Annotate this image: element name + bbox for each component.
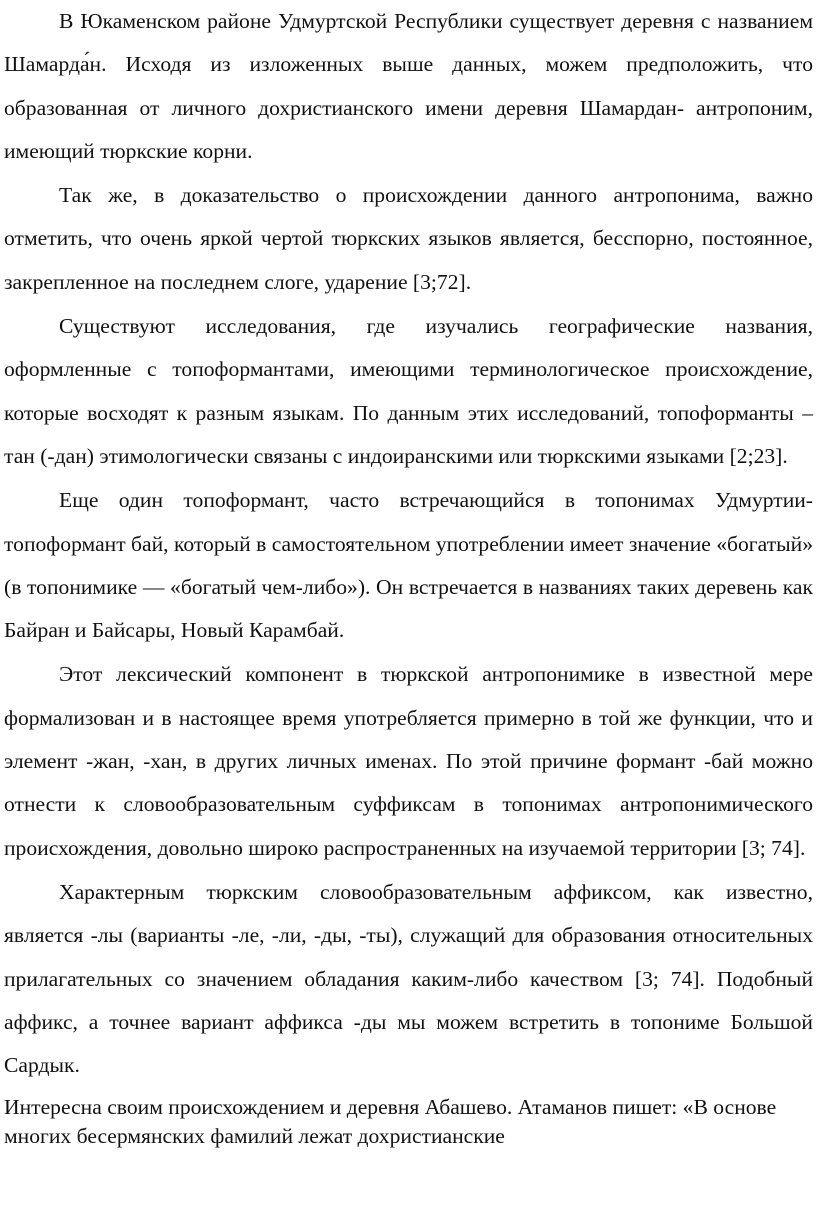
paragraph-shamardan: В Юкаменском районе Удмуртской Республики существует деревня с названием Шамарда́н. Исходя из изложенных выше данных, можем предположить, что образованная от личного дохристианского имени деревня Шамардан- антропоним, имеющий тюркские корни. — [4, 9, 813, 163]
paragraph-stress: Так же, в доказательство о происхождении данного антропонима, важно отметить, что очень яркой чертой тюркских языков является, бесспорно, постоянное, закрепленное на последнем слоге, ударение [3;72]. — [4, 183, 813, 294]
paragraph-lexical-component: Этот лексический компонент в тюркской антропонимике в известной мере формализован и в настоящее время употребляется примерно в той же функции, что и элемент -жан, -хан, в других личных именах. По этой причине формант -бай можно отнести к словообразовательным суффиксам в топонимах антропонимического происхождения, довольно широко распространенных на изучаемой территории [3; 74]. — [4, 662, 813, 860]
paragraph-toponym-research: Существуют исследования, где изучались географические названия, оформленные с топоформантами, имеющими терминологическое происхождение, которые восходят к разным языкам. По данным этих исследований, топоформанты –тан (-дан) этимологически связаны с индоиранскими или тюркскими языками [2;23]. — [4, 314, 813, 468]
paragraph-affix-ly: Характерным тюркским словообразовательным аффиксом, как известно, является -лы (варианты -ле, -ли, -ды, -ты), служащий для образования относительных прилагательных со значением обладания каким-либо качеством [3; 74]. Подобный аффикс, а точнее вариант аффикса -ды мы можем встретить в топониме Большой Сардык. — [4, 879, 813, 1078]
paragraph-abashevo: Интересна своим происхождением и деревня Абашево. Атаманов пишет: «В основе многих бесермянских фамилий лежат дохристианские — [4, 1095, 777, 1149]
paragraph-formant-bai: Еще один топоформант, часто встречающийся в топонимах Удмуртии- топоформант бай, который в самостоятельном употреблении имеет значение «богатый» (в топонимике — «богатый чем-либо»). Он встречается в названиях таких деревень как Байран и Байсары, Новый Карамбай. — [4, 488, 813, 643]
